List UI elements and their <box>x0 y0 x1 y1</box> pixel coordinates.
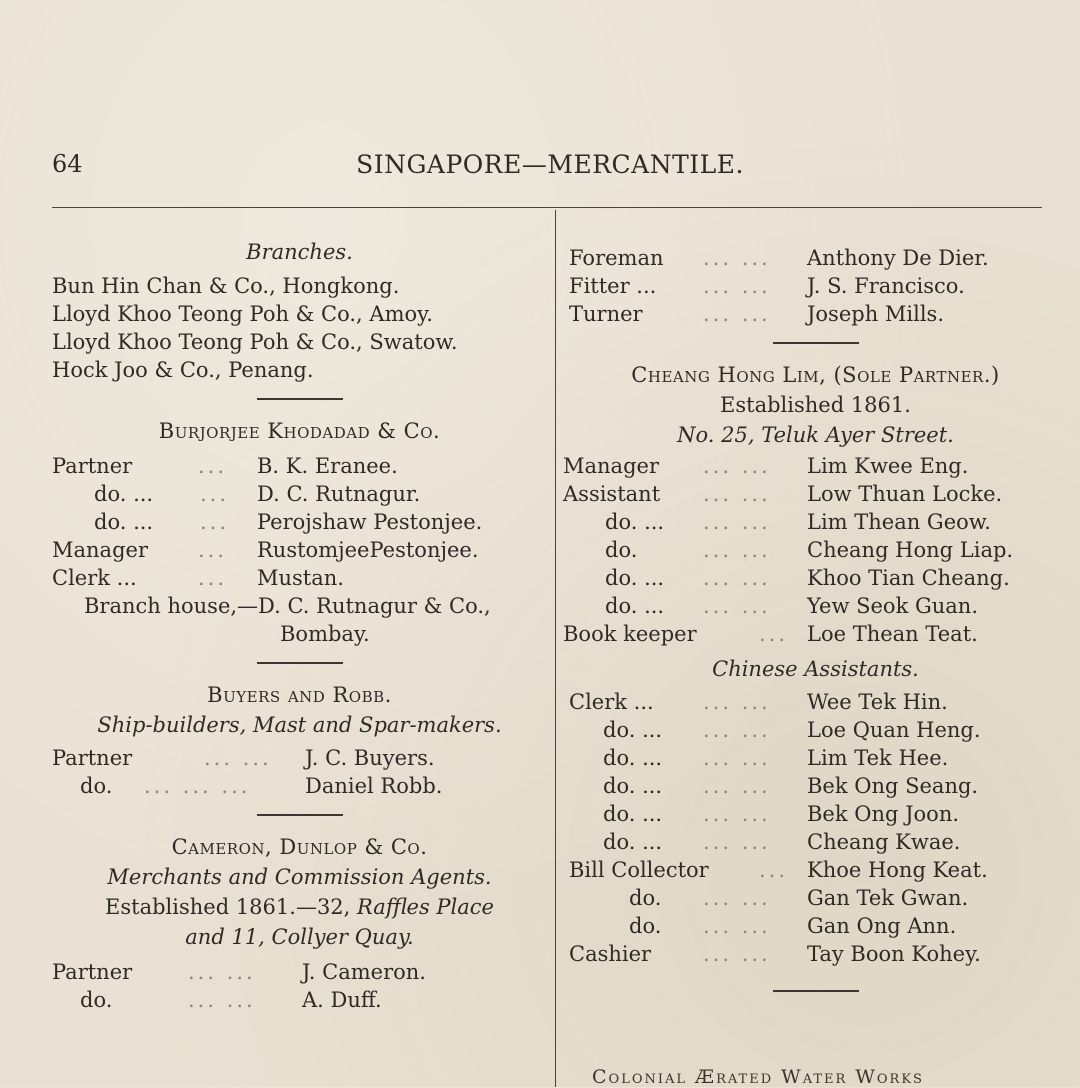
staff-name: Joseph Mills. <box>807 302 945 326</box>
section-divider <box>257 398 343 400</box>
running-head: SINGAPORE—MERCANTILE. <box>356 150 744 179</box>
leader-dots: ... <box>198 566 228 590</box>
staff-role: do. ... <box>605 594 665 618</box>
staff-list <box>563 244 1068 328</box>
staff-row <box>563 884 1068 912</box>
leader-dots: ... ... <box>703 482 771 506</box>
section-divider <box>257 814 343 816</box>
subsection-heading: Chinese Assistants. <box>712 657 919 681</box>
firm-address <box>563 420 1068 450</box>
staff-name: Lim Tek Hee. <box>807 746 949 770</box>
staff-role: Foreman <box>569 246 664 270</box>
staff-name: Anthony De Dier. <box>807 246 989 270</box>
staff-role: Manager <box>52 538 148 562</box>
leader-dots: ... ... <box>703 566 771 590</box>
staff-role: do. ... <box>94 482 154 506</box>
staff-row <box>52 744 547 772</box>
staff-name: Bek Ong Joon. <box>807 802 960 826</box>
leader-dots: ... ... <box>703 802 771 826</box>
leader-dots: ... ... <box>703 510 771 534</box>
staff-role: do. <box>80 774 113 798</box>
staff-role: do. ... <box>605 510 665 534</box>
leader-dots: ... ... <box>703 942 771 966</box>
leader-dots: ... ... <box>703 718 771 742</box>
staff-name: Lim Thean Geow. <box>807 510 991 534</box>
leader-dots: ... ... <box>703 830 771 854</box>
staff-row <box>563 620 1068 648</box>
firm-established: Established 1861. <box>720 393 911 417</box>
staff-role: do. <box>80 988 113 1012</box>
staff-row <box>52 986 547 1014</box>
firm-name: Cheang Hong Lim, (Sole Partner.) <box>631 363 1000 387</box>
leader-dots: ... <box>200 510 230 534</box>
leader-dots: ... ... <box>703 774 771 798</box>
leader-dots: ... ... <box>703 594 771 618</box>
staff-row <box>563 912 1068 940</box>
section-divider <box>257 662 343 664</box>
leader-dots: ... ... <box>703 886 771 910</box>
staff-row <box>563 744 1068 772</box>
left-column <box>52 238 547 1014</box>
staff-name: Daniel Robb. <box>305 774 443 798</box>
staff-name: J. S. Francisco. <box>807 274 965 298</box>
staff-row <box>563 536 1068 564</box>
leader-dots: ... <box>759 622 789 646</box>
branches-heading: Branches. <box>246 240 353 264</box>
staff-row <box>52 480 547 508</box>
staff-role: do. <box>605 538 638 562</box>
staff-role: do. ... <box>605 566 665 590</box>
staff-role: Partner <box>52 454 133 478</box>
firm-description: Ship-builders, Mast and Spar-makers. <box>97 713 502 737</box>
staff-name: Perojshaw Pestonjee. <box>257 510 483 534</box>
staff-row <box>563 300 1068 328</box>
staff-row <box>52 452 547 480</box>
staff-name: Low Thuan Locke. <box>807 482 1003 506</box>
section-divider <box>773 342 859 344</box>
staff-role: Partner <box>52 960 133 984</box>
leader-dots: ... ... <box>703 302 771 326</box>
leader-dots: ... ... ... <box>144 774 251 798</box>
firm-name: Burjorjee Khodadad & Co. <box>158 419 441 443</box>
staff-list <box>563 452 1068 648</box>
branch-line: Lloyd Khoo Teong Poh & Co., Swatow. <box>52 330 458 354</box>
leader-dots: ... ... <box>204 746 272 770</box>
staff-role: do. ... <box>603 830 663 854</box>
staff-role: do. ... <box>603 802 663 826</box>
staff-list <box>52 744 547 800</box>
firm-established <box>52 892 547 922</box>
firm-name: Cameron, Dunlop & Co. <box>171 835 428 859</box>
page-number: 64 <box>52 150 83 178</box>
staff-name: A. Duff. <box>302 988 382 1012</box>
staff-list <box>52 958 547 1014</box>
staff-role: do. <box>629 886 662 910</box>
staff-row <box>563 772 1068 800</box>
staff-name: Cheang Kwae. <box>807 830 961 854</box>
staff-role: Book keeper <box>563 622 697 646</box>
staff-row <box>52 536 547 564</box>
staff-name: J. Cameron. <box>302 960 426 984</box>
staff-name: Khoe Hong Keat. <box>807 858 988 882</box>
staff-row <box>52 564 547 592</box>
staff-row <box>563 940 1068 968</box>
staff-row <box>563 272 1068 300</box>
staff-name: RustomjeePestonjee. <box>257 538 479 562</box>
leader-dots: ... ... <box>703 454 771 478</box>
leader-dots: ... ... <box>703 538 771 562</box>
address-place: Raffles Place <box>357 895 494 919</box>
staff-name: Loe Quan Heng. <box>807 718 981 742</box>
firm-description: Merchants and Commission Agents. <box>107 865 492 889</box>
staff-role: do. ... <box>603 746 663 770</box>
address-street: Teluk Ayer Street. <box>761 423 954 447</box>
staff-name: Wee Tek Hin. <box>807 690 948 714</box>
staff-role: Clerk ... <box>52 566 137 590</box>
branch-house-city: Bombay. <box>280 622 370 646</box>
staff-row <box>563 452 1068 480</box>
leader-dots: ... <box>200 482 230 506</box>
leader-dots: ... <box>198 454 228 478</box>
right-column <box>563 244 1068 1008</box>
leader-dots: ... ... <box>703 914 771 938</box>
staff-row <box>563 716 1068 744</box>
staff-row <box>52 508 547 536</box>
staff-name: Lim Kwee Eng. <box>807 454 969 478</box>
staff-name: Bek Ong Seang. <box>807 774 979 798</box>
established-text: Established 1861.—32, <box>105 895 358 919</box>
staff-role: do. ... <box>94 510 154 534</box>
firm-address <box>52 922 547 952</box>
staff-list <box>52 452 547 592</box>
staff-row <box>52 772 547 800</box>
staff-role: Assistant <box>563 482 661 506</box>
address-prefix: and 11, <box>185 925 272 949</box>
staff-row <box>563 800 1068 828</box>
leader-dots: ... ... <box>703 690 771 714</box>
staff-row <box>563 856 1068 884</box>
staff-role: Manager <box>563 454 659 478</box>
staff-role: Bill Collector <box>569 858 709 882</box>
staff-row <box>563 828 1068 856</box>
column-divider <box>555 210 556 1087</box>
firm-name: Buyers and Robb. <box>207 683 392 707</box>
staff-name: Yew Seok Guan. <box>807 594 978 618</box>
staff-name: Mustan. <box>257 566 344 590</box>
next-firm-heading: Colonial Ærated Water Works <box>592 1066 924 1088</box>
leader-dots: ... <box>759 858 789 882</box>
staff-role: do. ... <box>603 718 663 742</box>
staff-role: Fitter ... <box>569 274 657 298</box>
leader-dots: ... ... <box>703 246 771 270</box>
staff-name: J. C. Buyers. <box>305 746 435 770</box>
staff-name: Cheang Hong Liap. <box>807 538 1014 562</box>
leader-dots: ... ... <box>703 274 771 298</box>
staff-role: Clerk ... <box>569 690 654 714</box>
staff-row <box>563 564 1068 592</box>
staff-row <box>52 958 547 986</box>
staff-role: do. ... <box>603 774 663 798</box>
staff-name: Gan Tek Gwan. <box>807 886 969 910</box>
branch-house-line: Branch house,—D. C. Rutnagur & Co., <box>84 594 491 618</box>
staff-row <box>563 508 1068 536</box>
staff-list <box>563 688 1068 968</box>
staff-role: Turner <box>569 302 643 326</box>
leader-dots: ... <box>198 538 228 562</box>
staff-name: Gan Ong Ann. <box>807 914 957 938</box>
staff-row <box>563 480 1068 508</box>
address-quay: Collyer Quay. <box>271 925 414 949</box>
staff-role: Cashier <box>569 942 652 966</box>
section-divider <box>773 990 859 992</box>
staff-row <box>563 688 1068 716</box>
staff-role: Partner <box>52 746 133 770</box>
staff-name: Khoo Tian Cheang. <box>807 566 1010 590</box>
leader-dots: ... ... <box>703 746 771 770</box>
branch-line: Bun Hin Chan & Co., Hongkong. <box>52 274 400 298</box>
staff-row <box>563 592 1068 620</box>
leader-dots: ... ... <box>188 960 256 984</box>
staff-name: D. C. Rutnagur. <box>257 482 421 506</box>
branch-line: Hock Joo & Co., Penang. <box>52 358 314 382</box>
leader-dots: ... ... <box>188 988 256 1012</box>
staff-name: Loe Thean Teat. <box>807 622 978 646</box>
staff-name: B. K. Eranee. <box>257 454 398 478</box>
header-rule <box>52 207 1042 208</box>
address-number: No. 25, <box>677 423 762 447</box>
branch-line: Lloyd Khoo Teong Poh & Co., Amoy. <box>52 302 433 326</box>
staff-role: do. <box>629 914 662 938</box>
staff-row <box>563 244 1068 272</box>
staff-name: Tay Boon Kohey. <box>807 942 981 966</box>
